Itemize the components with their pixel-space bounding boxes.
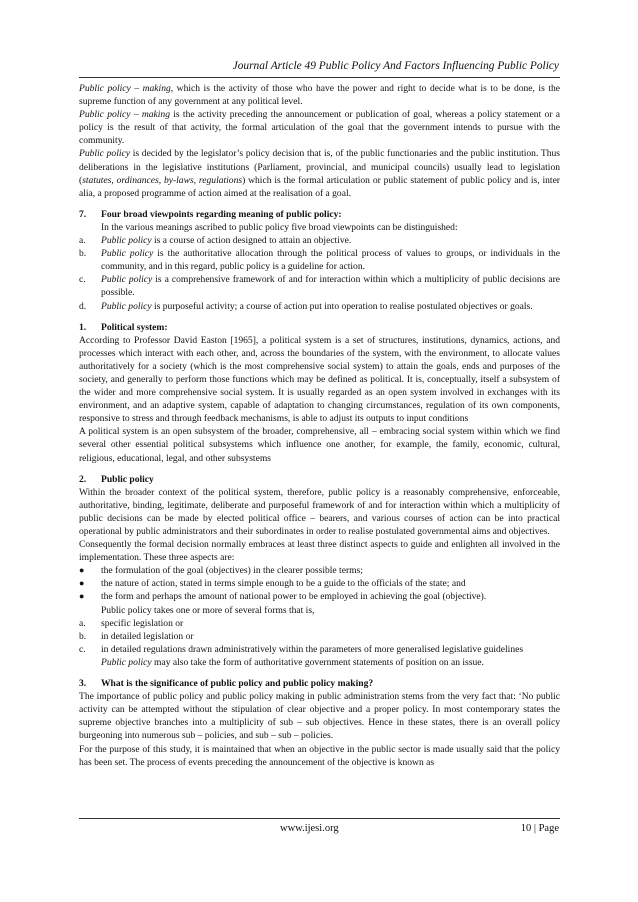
section-number: 7. bbox=[79, 208, 87, 220]
list-item bbox=[79, 247, 560, 273]
bullet-item bbox=[79, 590, 560, 603]
term-emphasis: Public policy bbox=[101, 656, 152, 668]
list-text: is the authoritative allocation through the political process of values to groups, or individuals in the community, and in this regard, public policy is a guideline for action. bbox=[101, 248, 560, 273]
section-2-closing bbox=[79, 656, 560, 669]
section-title: Political system: bbox=[101, 321, 168, 333]
intro-paragraph-1 bbox=[79, 82, 560, 108]
section-1-paragraph-2: A political system is an open subsystem of the broader, comprehensive, all – embracing social system within which we find several other essential political subsystems which influence one another, for example, the family, economic, cultural, religious, educational, legal, and other subsystems bbox=[79, 426, 560, 464]
section-7-heading bbox=[79, 208, 560, 221]
list-marker: b. bbox=[79, 248, 87, 260]
bullet-icon: ● bbox=[79, 578, 85, 589]
bullet-text: the nature of action, stated in terms simple enough to be a guide to the officials of the state; and bbox=[101, 578, 466, 590]
running-header: Journal Article 49 Public Policy And Factors Influencing Public Policy bbox=[232, 60, 559, 72]
intro-text: is the activity preceding the announcement or publication of goal, whereas a policy statement or a policy is the result of that activity, the formal articulation of the goal that the government intends to pursue with the community. bbox=[79, 109, 560, 147]
list-text: specific legislation or bbox=[101, 617, 184, 629]
term-emphasis: Public policy bbox=[79, 148, 130, 160]
bullet-item bbox=[79, 577, 560, 590]
header-rule bbox=[79, 77, 560, 78]
section-title: Four broad viewpoints regarding meaning of public policy: bbox=[101, 208, 342, 220]
footer-rule bbox=[79, 818, 560, 819]
list-marker: b. bbox=[79, 630, 87, 642]
list-item bbox=[79, 643, 560, 656]
section-1-paragraph-1: According to Professor David Easton [1965], a political system is a set of structures, institutions, dynamics, actions, and processes which interact with each other, and, across the boundaries of the system, with the environment, to allocate values authoritatively for a society (which is the most comprehensive social system) to attain the goals, ends and purposes of the society, and generally to perform those functions which may be defined as political. It is, conceptually, itself a subsystem of the wider and more comprehensive social system. It is usually regarded as an open system involved in exchanges with its environment, and an adaptive system, capable of adaptation to changing circumstances, regulation of its own components, responsive to stress and through feedback mechanisms, is able to adjust its outputs to input conditions bbox=[79, 334, 560, 425]
term-emphasis: Public policy bbox=[101, 300, 152, 312]
section-3-paragraph-2: For the purpose of this study, it is maintained that when an objective in the public sector is made usually said that the policy has been set. The process of events preceding the announcement of the objective is known as bbox=[79, 743, 560, 768]
bullet-text: the form and perhaps the amount of national power to be employed in achieving the goal (objective). bbox=[101, 591, 487, 603]
list-text: in detailed regulations drawn administratively within the parameters of more generalised legislative guidelines bbox=[101, 643, 524, 655]
footer-url-link[interactable]: www.ijesi.org bbox=[280, 823, 339, 834]
intro-text: ) which is the formal articulation or public statement of public policy and is, inter alia, a proposed programme of action aimed at the realisation of a goal. bbox=[79, 174, 560, 199]
closing-text: may also take the form of authoritative government statements of position on an issue. bbox=[151, 656, 484, 668]
list-marker: c. bbox=[79, 274, 86, 286]
intro-paragraph-3 bbox=[79, 147, 560, 199]
term-emphasis: statutes, ordinances, by-laws, regulations bbox=[82, 174, 243, 186]
page-number: 10 | Page bbox=[520, 823, 559, 834]
section-title: What is the significance of public policy and public policy making? bbox=[101, 678, 374, 690]
section-2-heading bbox=[79, 473, 560, 486]
section-3-heading bbox=[79, 677, 560, 690]
section-2-paragraph-1: Within the broader context of the political system, therefore, public policy is a reasonably comprehensive, enforceable, authoritative, binding, legitimate, deliberate and purposeful framework of and for interaction within which a multiplicity of public decisions can be made by elected political office – bearers, and various courses of action can be into practical operational by public administrators and their subordinates in order to realise postulated governmental aims and objectives. bbox=[79, 486, 560, 537]
list-text: is purposeful activity; a course of action put into operation to realise postulated objectives or goals. bbox=[151, 300, 533, 312]
section-1-heading bbox=[79, 321, 560, 334]
section-2-paragraph-2: Consequently the formal decision normally embraces at least three distinct aspects to guide and enlighten all involved in the implementation. These three aspects are: bbox=[79, 539, 560, 564]
list-text: is a course of action designed to attain an objective. bbox=[151, 235, 352, 247]
list-marker: c. bbox=[79, 643, 86, 655]
section-7-lead: In the various meanings ascribed to public policy five broad viewpoints can be distinguished: bbox=[101, 221, 458, 233]
section-number: 1. bbox=[79, 321, 87, 333]
list-item bbox=[79, 617, 560, 630]
list-marker: d. bbox=[79, 300, 87, 312]
section-3-paragraph-1: The importance of public policy and public policy making in public administration stems from the very fact that: ‘No public activity can be attempted without the stipulation of clear objective and a proper policy. In most contemporary states the supreme objective branches into a multiplicity of sub – sub objectives. Hence in these states, there is an overall policy burgeoning into numerous sub – policies, and sub – sub – policies. bbox=[79, 691, 560, 742]
bullet-item bbox=[79, 564, 560, 577]
article-body bbox=[79, 82, 560, 769]
list-item bbox=[79, 273, 560, 299]
list-item bbox=[79, 234, 560, 247]
intro-text: is decided by the legislator’s policy decision that is, of the public functionaries and the public institution. Thus deliberations in the legislative institutions (Parliament, provincial, and municipal councils) usually lead to legislation ( bbox=[79, 148, 560, 186]
list-item bbox=[79, 630, 560, 643]
list-item bbox=[79, 300, 560, 313]
term-emphasis: Public policy bbox=[101, 235, 152, 247]
section-title: Public policy bbox=[101, 473, 154, 485]
list-text: is a comprehensive framework of and for interaction within which a multiplicity of public decisions are possible. bbox=[101, 274, 560, 299]
section-number: 2. bbox=[79, 473, 87, 485]
list-text: in detailed legislation or bbox=[101, 630, 194, 642]
bullet-icon: ● bbox=[79, 591, 85, 602]
term-emphasis: Public policy – making bbox=[79, 83, 171, 94]
section-number: 3. bbox=[79, 678, 87, 690]
term-emphasis: Public policy – making bbox=[79, 109, 170, 121]
list-marker: a. bbox=[79, 617, 86, 629]
forms-lead: Public policy takes one or more of several forms that is, bbox=[101, 604, 315, 616]
list-marker: a. bbox=[79, 235, 86, 247]
intro-paragraph-2 bbox=[79, 108, 560, 147]
bullet-text: the formulation of the goal (objectives) in the clearer possible terms; bbox=[101, 565, 363, 577]
intro-text: , which is the activity of those who have the power and right to decide what is to be done, is the supreme function of any government at any political level. bbox=[79, 83, 560, 108]
term-emphasis: Public policy bbox=[101, 274, 153, 286]
bullet-icon: ● bbox=[79, 565, 85, 576]
term-emphasis: Public policy bbox=[101, 248, 154, 260]
